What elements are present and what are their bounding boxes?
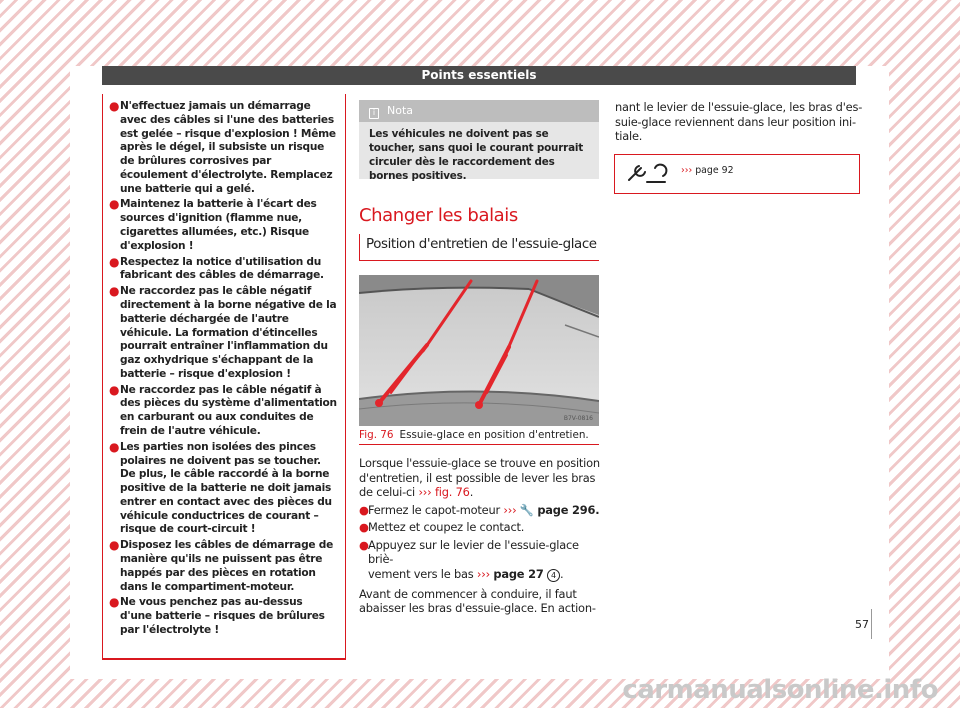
figure-code: B7V-0816 — [563, 415, 593, 422]
bullet-icon: ● — [109, 99, 120, 113]
bullet-text: vement vers le bas — [368, 566, 474, 581]
figure-caption — [359, 427, 599, 445]
arrow-icon: ››› — [503, 502, 517, 517]
warning-item — [109, 439, 337, 537]
body-text: de celui-ci — [359, 485, 416, 499]
bullet-icon: ● — [359, 537, 369, 552]
wrench-icon: 🔧 — [519, 502, 534, 517]
warning-item — [109, 284, 337, 381]
info-icon: i — [369, 108, 379, 119]
wiper-figure — [359, 275, 599, 426]
bullet-icon: ● — [109, 382, 120, 397]
page-link[interactable]: page 27 — [493, 566, 544, 581]
warning-text: Disposez les câbles de démarrage de manière qu'ils ne puissent pas être happés par des pièces en rotation dans le compartiment-moteur. — [120, 539, 334, 593]
body-line: Avant de commencer à conduire, il faut — [359, 586, 577, 601]
page-number-divider — [871, 609, 872, 639]
wiper-illustration — [359, 275, 599, 426]
page-link[interactable]: page 296 — [537, 502, 596, 517]
note-box — [359, 100, 599, 182]
warning-text: N'effectuez jamais un démarrage avec des câbles si l'une des batteries est gelée – risque d'explosion ! Même après le dégel, il subsiste un risque de brûlures corrosives par écoulement d'électrolyte. Remplacez une batterie qui a gelé. — [120, 100, 336, 195]
bullet-icon: ● — [359, 520, 369, 534]
body-line: de celui-ci ››› fig. 76. — [359, 485, 474, 499]
body-line: d'entretien, il est possible de lever les bras — [359, 470, 596, 485]
page-number: 57 — [855, 618, 869, 631]
bullet-icon: ● — [109, 284, 120, 299]
warning-text: Ne raccordez pas le câble négatif à des pièces du système d'alimentation en carburant ou aux conduites de frein de l'autre véhicule. — [120, 383, 337, 437]
section-title: Changer les balais — [359, 205, 518, 226]
warning-item — [109, 197, 337, 253]
warning-text: Les parties non isolées des pinces polaires ne doivent pas se toucher. De plus, le câble raccordé à la borne positive de la batterie ne doit jamais entrer en contact avec des pièces du véhicule conductrices de courant – risque de court-circuit ! — [120, 440, 332, 536]
figure-link[interactable]: fig. 76 — [434, 485, 470, 499]
bullet-text: Mettez et coupez le contact. — [368, 520, 525, 534]
bullet-text: Fermez le capot-moteur — [368, 502, 500, 517]
warning-text: Ne raccordez pas le câble négatif directement à la borne négative de la batterie déchargée de l'autre véhicule. La formation d'étincelles pourrait entraîner l'inflammation du gaz oxhydrique s'échappant de la batterie – risque d'explosion ! — [120, 285, 337, 380]
note-text: Les véhicules ne doivent pas se toucher, sans quoi le courant pourrait circuler dès le raccordement des bornes positives. — [369, 128, 584, 182]
reference-text — [681, 165, 734, 176]
list-item: ● Appuyez sur le levier de l'essuie-glace briè- vement vers le bas ››› page 27 4 . — [359, 537, 579, 581]
note-header — [359, 100, 599, 122]
list-item: ● Fermez le capot-moteur ››› 🔧 page 296. — [359, 502, 600, 517]
warning-item — [109, 538, 337, 594]
list-item — [359, 520, 604, 535]
body-line: Lorsque l'essuie-glace se trouve en position — [359, 456, 600, 470]
bullet-icon: ● — [109, 595, 120, 610]
body-line: nant le levier de l'essuie-glace, les bras d'es- — [615, 100, 863, 114]
warning-text: Maintenez la batterie à l'écart des sources d'ignition (flamme nue, cigarettes allumées, etc.) Risque d'explosion ! — [120, 198, 317, 252]
bullet-icon: ● — [109, 197, 120, 212]
callout-number: 4 — [547, 569, 560, 582]
body-column-middle — [359, 456, 604, 616]
body-line: abaisser les bras d'essuie-glace. En action- — [359, 601, 596, 615]
warning-text: Respectez la notice d'utilisation du fabricant des câbles de démarrage. — [120, 255, 324, 282]
bullet-icon: ● — [359, 502, 369, 517]
body-column-right — [615, 100, 865, 144]
warning-item — [109, 254, 337, 284]
watermark: carmanualsonline.info — [622, 675, 938, 705]
warning-item — [109, 99, 337, 196]
warning-text: Ne vous penchez pas au-dessus d'une batterie – risques de brûlures par l'électrolyte ! — [120, 596, 325, 636]
warning-box — [102, 94, 346, 660]
warning-item — [109, 595, 337, 637]
subsection-title: Position d'entretien de l'essuie-glace — [359, 234, 599, 261]
arrow-icon: ››› — [476, 566, 490, 581]
caption-text: Essuie-glace en position d'entretien. — [399, 429, 589, 441]
bullet-icon: ● — [109, 538, 120, 553]
reference-box — [614, 154, 860, 194]
warning-item — [109, 382, 337, 439]
page-link[interactable]: page 92 — [695, 165, 734, 176]
note-label: Nota — [387, 104, 414, 117]
arrow-icon: ››› — [418, 485, 432, 499]
page-header: Points essentiels — [102, 66, 856, 85]
body-line: suie-glace reviennent dans leur position ini- — [615, 114, 856, 129]
figure-label: Fig. 76 — [359, 429, 394, 441]
bullet-icon: ● — [109, 439, 120, 454]
wrench-icon — [625, 162, 669, 186]
body-line: tiale. — [615, 129, 643, 143]
bullet-text: Appuyez sur le levier de l'essuie-glace briè- — [368, 537, 579, 566]
bullet-icon: ● — [109, 254, 120, 269]
manual-page — [70, 66, 889, 679]
arrow-icon: ››› — [681, 165, 693, 176]
